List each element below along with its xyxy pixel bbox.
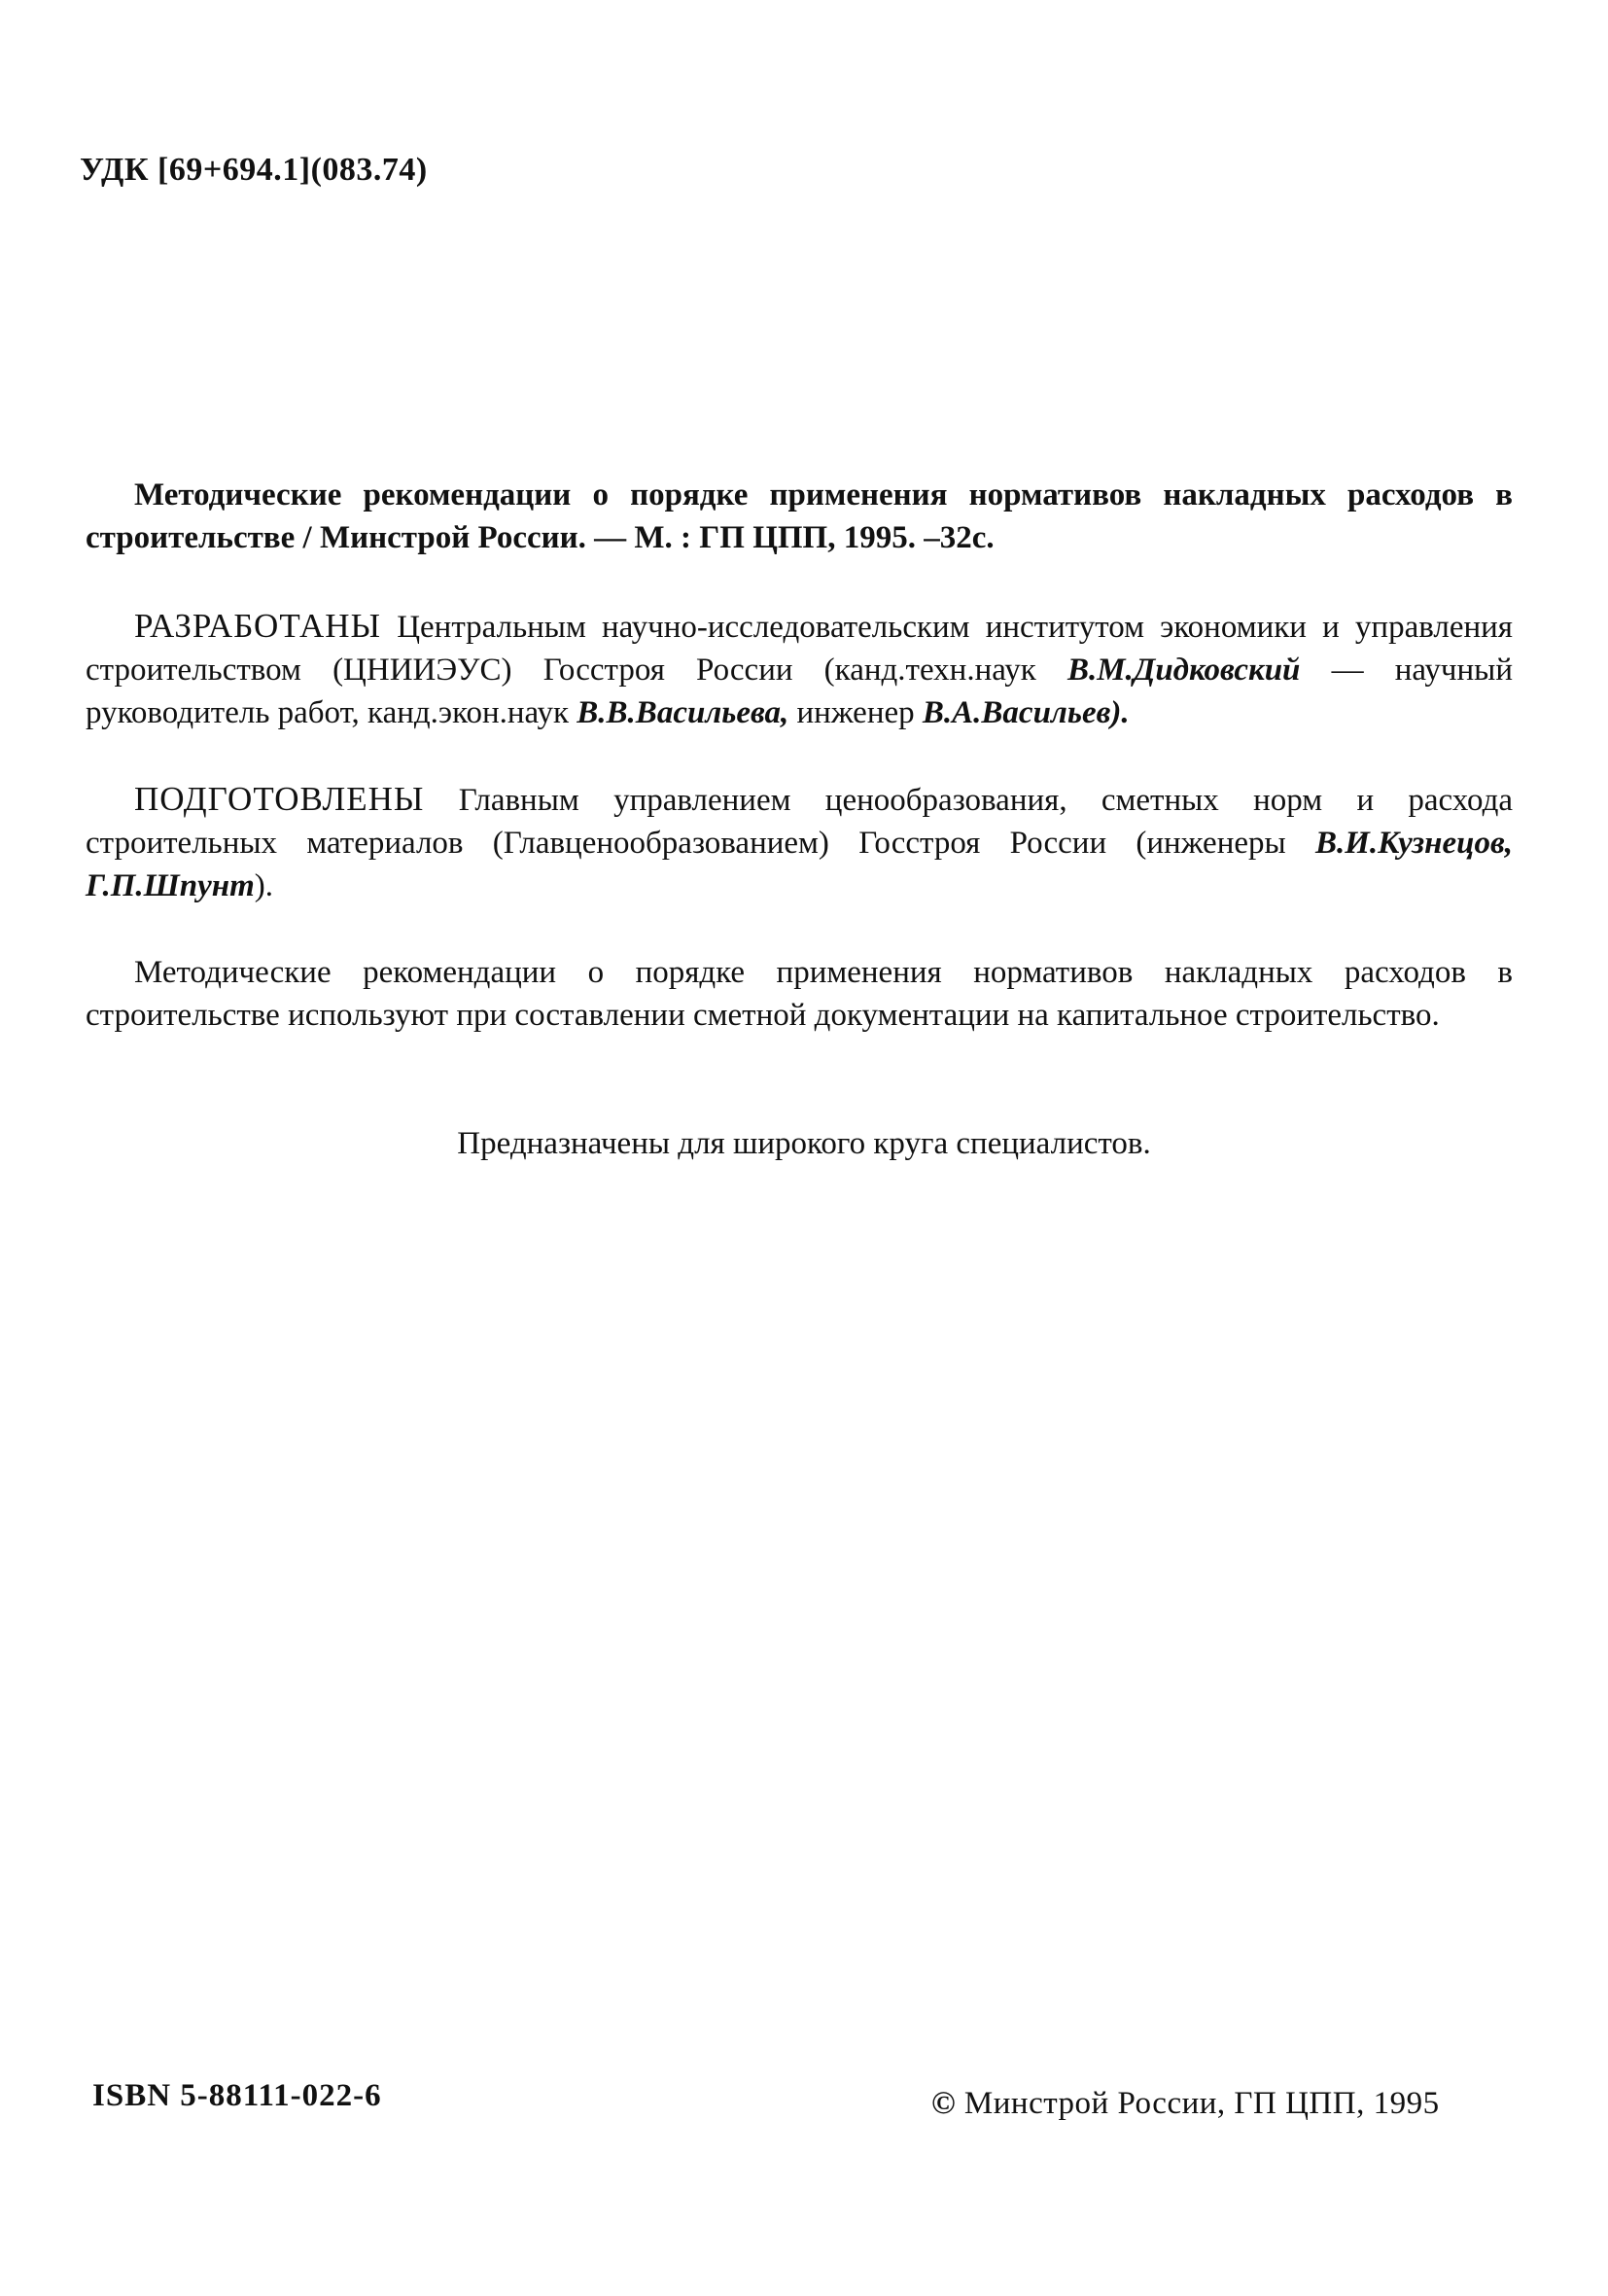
- audience-note: Предназначены для широкого круга специалистов.: [457, 1126, 1151, 1161]
- developed-text-2: — научный руководитель работ, канд.экон.наук: [86, 653, 1513, 730]
- author-name-2: В.В.Васильева,: [577, 695, 789, 730]
- bibliographic-record: Методические рекомендации о порядке применения нормативов накладных расходов в строительстве / Минстрой России. — М. : ГП ЦПП, 1995. –32с.: [86, 477, 1513, 555]
- preparer-name-1: В.И.Кузнецов,: [1314, 826, 1513, 861]
- copyright-icon: ©: [931, 2086, 957, 2121]
- usage-paragraph: Методические рекомендации о порядке применения нормативов накладных расходов в строительстве используют при составлении сметной документации на капитальное строительство.: [86, 955, 1513, 1033]
- prepared-text-1: Главным управлением ценообразования, сметных норм и расхода строительных материалов (Главценообразованием) Госстроя России (инженеры: [86, 783, 1513, 861]
- author-name-3: В.А.Васильев).: [922, 695, 1130, 730]
- developed-by-paragraph: [86, 605, 1513, 734]
- preparer-name-2: Г.П.Шпунт: [86, 868, 255, 903]
- copyright-text: Минстрой России, ГП ЦПП, 1995: [956, 2086, 1440, 2121]
- developed-text-1: Центральным научно-исследовательским институтом экономики и управления строительством (ЦНИИЭУС) Госстроя России (канд.техн.наук: [86, 610, 1513, 688]
- copyright-notice: [931, 2086, 1440, 2122]
- developed-text-3: инженер: [788, 695, 923, 730]
- prepared-by-paragraph: [86, 778, 1513, 907]
- prepared-lead: ПОДГОТОВЛЕНЫ: [134, 780, 425, 818]
- prepared-text-3: ).: [254, 868, 274, 903]
- author-name-1: В.М.Дидковский: [1066, 653, 1301, 688]
- developed-lead: РАЗРАБОТАНЫ: [134, 607, 382, 645]
- isbn-number: ISBN 5-88111-022-6: [92, 2078, 382, 2113]
- udk-code: УДК [69+694.1](083.74): [80, 152, 428, 188]
